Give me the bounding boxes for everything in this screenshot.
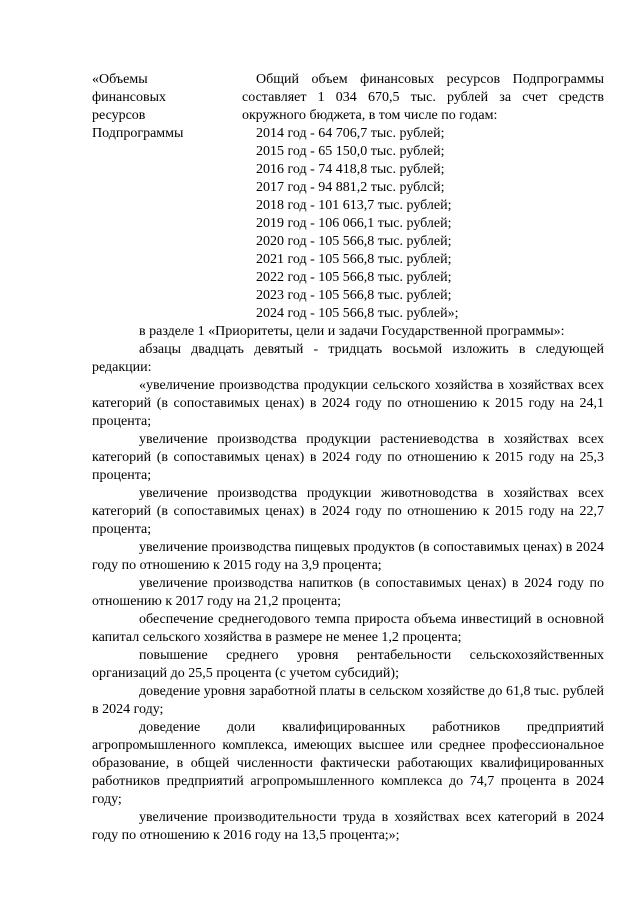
section-paragraph: увеличение производства пищевых продуктов (в сопоставимых ценах) в 2024 году по отношению к 2015 году на 3,9 процента; bbox=[92, 540, 604, 573]
year-item: 2015 год - 65 150,0 тыс. рублей; bbox=[256, 144, 445, 159]
year-list bbox=[242, 125, 604, 323]
passport-label bbox=[92, 71, 222, 143]
year-item: 2014 год - 64 706,7 тыс. рублей; bbox=[256, 126, 445, 141]
year-item: 2017 год - 94 881,2 тыс. рублсй; bbox=[256, 180, 445, 195]
section-paragraph: увеличение производства напитков (в сопоставимых ценах) в 2024 году по отношению к 2017 году на 21,2 процента; bbox=[92, 576, 604, 609]
section-paragraph: абзацы двадцать девятый - тридцать восьмой изложить в следующей редакции: bbox=[92, 342, 604, 375]
year-item: 2020 год - 105 566,8 тыс. рублей; bbox=[256, 234, 452, 249]
passport-label-line: Подпрограммы bbox=[92, 126, 184, 141]
year-item: 2016 год - 74 418,8 тыс. рублей; bbox=[256, 162, 445, 177]
year-item: 2023 год - 105 566,8 тыс. рублей; bbox=[256, 288, 452, 303]
body-text bbox=[92, 323, 604, 845]
year-item: 2019 год - 106 066,1 тыс. рублей; bbox=[256, 216, 452, 231]
section-paragraph: увеличение производства продукции животноводства в хозяйствах всех категорий (в сопоставимых ценах) в 2024 году по отношению к 2015 году на 22,7 процента; bbox=[92, 486, 604, 537]
passport-intro bbox=[242, 71, 604, 125]
year-item: 2022 год - 105 566,8 тыс. рублей; bbox=[256, 270, 452, 285]
passport-label-line: ресурсов bbox=[92, 108, 146, 123]
section-paragraph: обеспечение среднегодового темпа прироста объема инвестиций в основной капитал сельского хозяйства в размере не менее 1,2 процента; bbox=[92, 612, 604, 645]
year-item: 2021 год - 105 566,8 тыс. рублей; bbox=[256, 252, 452, 267]
section-paragraph: доведение доли квалифицированных работников предприятий агропромышленного комплекса, имеющих высшее или среднее профессиональное образование, в общей численности фактически работающих квалифицированных работников предприятий агропромышленного комплекса до 74,7 процента в 2024 году; bbox=[92, 720, 604, 807]
section-paragraph: увеличение производства продукции растениеводства в хозяйствах всех категорий (в сопоставимых ценах) в 2024 году по отношению к 2015 году на 25,3 процента; bbox=[92, 432, 604, 483]
year-item: 2024 год - 105 566,8 тыс. рублей»; bbox=[256, 306, 459, 321]
section-paragraph: в разделе 1 «Приоритеты, цели и задачи Государственной программы»: bbox=[139, 324, 565, 339]
section-paragraph: доведение уровня заработной платы в сельском хозяйстве до 61,8 тыс. рублей в 2024 году; bbox=[92, 684, 604, 717]
passport-intro-text: Общий объем финансовых ресурсов Подпрограммы составляет 1 034 670,5 тыс. рублей за счет средств окружного бюджета, в том числе по годам: bbox=[242, 72, 604, 123]
year-item: 2018 год - 101 613,7 тыс. рублей; bbox=[256, 198, 452, 213]
passport-label-line: «Объемы bbox=[92, 72, 148, 87]
passport-label-line: финансовых bbox=[92, 90, 166, 105]
section-paragraph: повышение среднего уровня рентабельности сельскохозяйственных организаций до 25,5 процента (с учетом субсидий); bbox=[92, 648, 604, 681]
passport-value bbox=[242, 71, 604, 323]
section-paragraph: «увеличение производства продукции сельского хозяйства в хозяйствах всех категорий (в сопоставимых ценах) в 2024 году по отношению к 2015 году на 24,1 процента; bbox=[92, 378, 604, 429]
section-paragraph: увеличение производительности труда в хозяйствах всех категорий в 2024 году по отношению к 2016 году на 13,5 процента;»; bbox=[92, 810, 604, 843]
